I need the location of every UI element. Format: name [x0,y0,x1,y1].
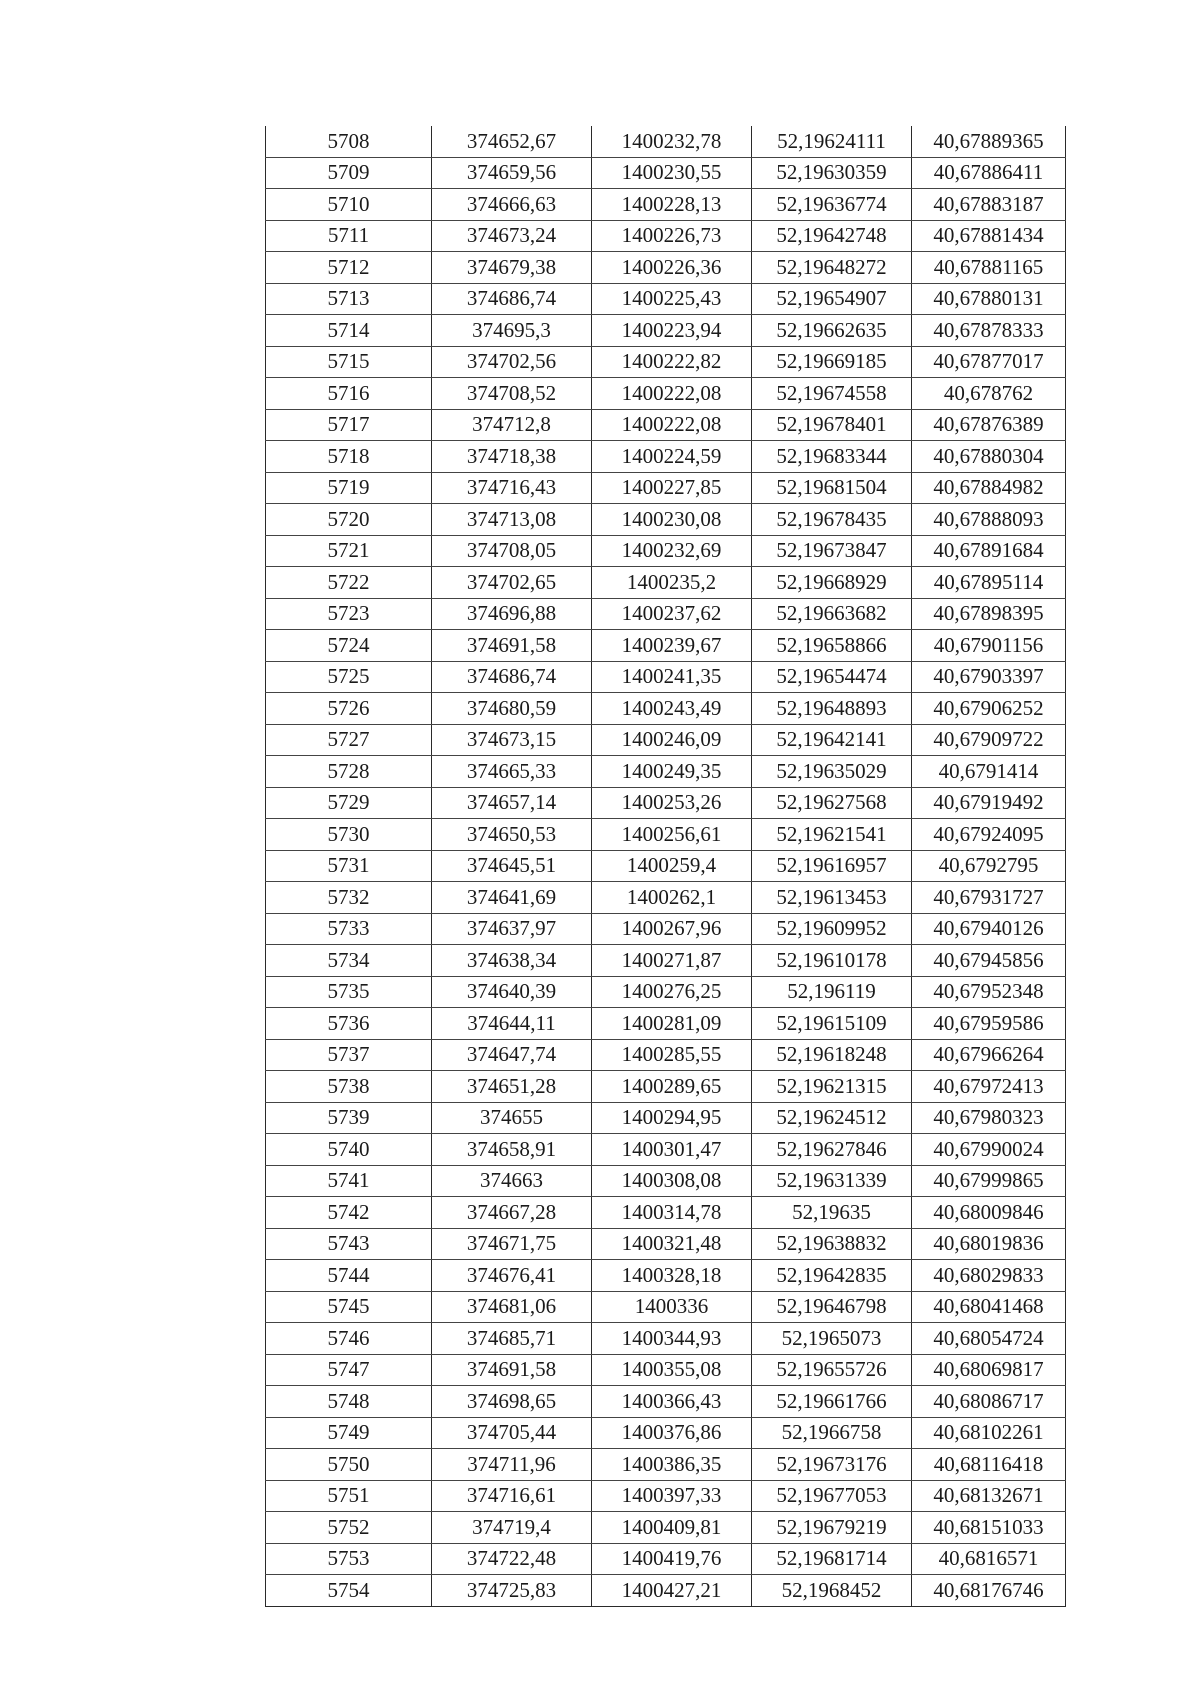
point-number-cell: 5727 [266,724,432,756]
point-number-cell: 5744 [266,1260,432,1292]
point-number-cell: 5742 [266,1197,432,1229]
x-coordinate-cell: 374666,63 [432,189,592,221]
y-coordinate-cell: 1400285,55 [592,1039,752,1071]
y-coordinate-cell: 1400336 [592,1291,752,1323]
latitude-cell: 52,19674558 [752,378,912,410]
table-row [266,378,1066,410]
y-coordinate-cell: 1400228,13 [592,189,752,221]
latitude-cell: 52,19609952 [752,913,912,945]
latitude-cell: 52,19683344 [752,441,912,473]
x-coordinate-cell: 374716,61 [432,1480,592,1512]
latitude-cell: 52,19624512 [752,1102,912,1134]
latitude-cell: 52,19658866 [752,630,912,662]
table-row [266,1386,1066,1418]
point-number-cell: 5725 [266,661,432,693]
y-coordinate-cell: 1400253,26 [592,787,752,819]
longitude-cell: 40,67906252 [912,693,1066,725]
x-coordinate-cell: 374663 [432,1165,592,1197]
table-row [266,252,1066,284]
y-coordinate-cell: 1400397,33 [592,1480,752,1512]
table-row [266,409,1066,441]
y-coordinate-cell: 1400243,49 [592,693,752,725]
y-coordinate-cell: 1400427,21 [592,1575,752,1607]
table-row [266,819,1066,851]
longitude-cell: 40,68041468 [912,1291,1066,1323]
latitude-cell: 52,19630359 [752,157,912,189]
point-number-cell: 5740 [266,1134,432,1166]
table-row [266,1260,1066,1292]
y-coordinate-cell: 1400276,25 [592,976,752,1008]
point-number-cell: 5745 [266,1291,432,1323]
point-number-cell: 5747 [266,1354,432,1386]
y-coordinate-cell: 1400267,96 [592,913,752,945]
x-coordinate-cell: 374686,74 [432,661,592,693]
table-row [266,472,1066,504]
y-coordinate-cell: 1400344,93 [592,1323,752,1355]
y-coordinate-cell: 1400226,36 [592,252,752,284]
longitude-cell: 40,68151033 [912,1512,1066,1544]
point-number-cell: 5732 [266,882,432,914]
y-coordinate-cell: 1400289,65 [592,1071,752,1103]
point-number-cell: 5721 [266,535,432,567]
y-coordinate-cell: 1400419,76 [592,1543,752,1575]
x-coordinate-cell: 374673,24 [432,220,592,252]
longitude-cell: 40,67883187 [912,189,1066,221]
table-row [266,504,1066,536]
latitude-cell: 52,19621541 [752,819,912,851]
point-number-cell: 5722 [266,567,432,599]
longitude-cell: 40,67876389 [912,409,1066,441]
y-coordinate-cell: 1400230,08 [592,504,752,536]
y-coordinate-cell: 1400314,78 [592,1197,752,1229]
longitude-cell: 40,68019836 [912,1228,1066,1260]
point-number-cell: 5752 [266,1512,432,1544]
latitude-cell: 52,19662635 [752,315,912,347]
latitude-cell: 52,19648272 [752,252,912,284]
longitude-cell: 40,67881165 [912,252,1066,284]
longitude-cell: 40,68029833 [912,1260,1066,1292]
longitude-cell: 40,68009846 [912,1197,1066,1229]
table-row [266,850,1066,882]
point-number-cell: 5737 [266,1039,432,1071]
longitude-cell: 40,67881434 [912,220,1066,252]
x-coordinate-cell: 374641,69 [432,882,592,914]
y-coordinate-cell: 1400224,59 [592,441,752,473]
point-number-cell: 5751 [266,1480,432,1512]
longitude-cell: 40,67898395 [912,598,1066,630]
y-coordinate-cell: 1400223,94 [592,315,752,347]
point-number-cell: 5750 [266,1449,432,1481]
x-coordinate-cell: 374722,48 [432,1543,592,1575]
latitude-cell: 52,19654474 [752,661,912,693]
y-coordinate-cell: 1400232,78 [592,126,752,157]
table-row [266,1449,1066,1481]
table-row [266,630,1066,662]
table-row [266,756,1066,788]
y-coordinate-cell: 1400227,85 [592,472,752,504]
table-row [266,1165,1066,1197]
x-coordinate-cell: 374708,52 [432,378,592,410]
y-coordinate-cell: 1400226,73 [592,220,752,252]
y-coordinate-cell: 1400328,18 [592,1260,752,1292]
point-number-cell: 5731 [266,850,432,882]
longitude-cell: 40,67886411 [912,157,1066,189]
latitude-cell: 52,19635 [752,1197,912,1229]
x-coordinate-cell: 374665,33 [432,756,592,788]
table-row [266,1354,1066,1386]
y-coordinate-cell: 1400241,35 [592,661,752,693]
y-coordinate-cell: 1400222,08 [592,378,752,410]
latitude-cell: 52,19668929 [752,567,912,599]
x-coordinate-cell: 374652,67 [432,126,592,157]
latitude-cell: 52,1966758 [752,1417,912,1449]
longitude-cell: 40,68086717 [912,1386,1066,1418]
x-coordinate-cell: 374671,75 [432,1228,592,1260]
longitude-cell: 40,67901156 [912,630,1066,662]
table-row [266,1323,1066,1355]
longitude-cell: 40,6791414 [912,756,1066,788]
x-coordinate-cell: 374673,15 [432,724,592,756]
longitude-cell: 40,678762 [912,378,1066,410]
x-coordinate-cell: 374659,56 [432,157,592,189]
longitude-cell: 40,67877017 [912,346,1066,378]
x-coordinate-cell: 374650,53 [432,819,592,851]
longitude-cell: 40,67889365 [912,126,1066,157]
table-row [266,283,1066,315]
table-row [266,913,1066,945]
latitude-cell: 52,19654907 [752,283,912,315]
latitude-cell: 52,19661766 [752,1386,912,1418]
point-number-cell: 5708 [266,126,432,157]
longitude-cell: 40,68176746 [912,1575,1066,1607]
point-number-cell: 5710 [266,189,432,221]
latitude-cell: 52,19677053 [752,1480,912,1512]
point-number-cell: 5723 [266,598,432,630]
table-row [266,441,1066,473]
x-coordinate-cell: 374686,74 [432,283,592,315]
point-number-cell: 5743 [266,1228,432,1260]
longitude-cell: 40,67878333 [912,315,1066,347]
y-coordinate-cell: 1400246,09 [592,724,752,756]
x-coordinate-cell: 374637,97 [432,913,592,945]
latitude-cell: 52,19615109 [752,1008,912,1040]
y-coordinate-cell: 1400237,62 [592,598,752,630]
longitude-cell: 40,6792795 [912,850,1066,882]
x-coordinate-cell: 374711,96 [432,1449,592,1481]
latitude-cell: 52,19631339 [752,1165,912,1197]
x-coordinate-cell: 374644,11 [432,1008,592,1040]
longitude-cell: 40,68132671 [912,1480,1066,1512]
y-coordinate-cell: 1400230,55 [592,157,752,189]
y-coordinate-cell: 1400232,69 [592,535,752,567]
x-coordinate-cell: 374658,91 [432,1134,592,1166]
table-row [266,693,1066,725]
y-coordinate-cell: 1400256,61 [592,819,752,851]
x-coordinate-cell: 374725,83 [432,1575,592,1607]
table-row [266,1134,1066,1166]
point-number-cell: 5749 [266,1417,432,1449]
table-row [266,1417,1066,1449]
latitude-cell: 52,1965073 [752,1323,912,1355]
y-coordinate-cell: 1400271,87 [592,945,752,977]
x-coordinate-cell: 374655 [432,1102,592,1134]
longitude-cell: 40,67909722 [912,724,1066,756]
x-coordinate-cell: 374695,3 [432,315,592,347]
longitude-cell: 40,67924095 [912,819,1066,851]
table-row [266,1543,1066,1575]
longitude-cell: 40,67880131 [912,283,1066,315]
table-row [266,1512,1066,1544]
x-coordinate-cell: 374657,14 [432,787,592,819]
latitude-cell: 52,1968452 [752,1575,912,1607]
table-row [266,567,1066,599]
point-number-cell: 5733 [266,913,432,945]
table-row [266,724,1066,756]
point-number-cell: 5719 [266,472,432,504]
point-number-cell: 5712 [266,252,432,284]
longitude-cell: 40,67999865 [912,1165,1066,1197]
latitude-cell: 52,19610178 [752,945,912,977]
latitude-cell: 52,19642141 [752,724,912,756]
x-coordinate-cell: 374713,08 [432,504,592,536]
table-row [266,1102,1066,1134]
table-row [266,1071,1066,1103]
point-number-cell: 5711 [266,220,432,252]
x-coordinate-cell: 374640,39 [432,976,592,1008]
y-coordinate-cell: 1400294,95 [592,1102,752,1134]
latitude-cell: 52,19679219 [752,1512,912,1544]
point-number-cell: 5717 [266,409,432,441]
y-coordinate-cell: 1400222,82 [592,346,752,378]
y-coordinate-cell: 1400308,08 [592,1165,752,1197]
point-number-cell: 5729 [266,787,432,819]
y-coordinate-cell: 1400249,35 [592,756,752,788]
x-coordinate-cell: 374702,56 [432,346,592,378]
x-coordinate-cell: 374685,71 [432,1323,592,1355]
longitude-cell: 40,67980323 [912,1102,1066,1134]
x-coordinate-cell: 374702,65 [432,567,592,599]
table-row [266,189,1066,221]
x-coordinate-cell: 374691,58 [432,630,592,662]
x-coordinate-cell: 374651,28 [432,1071,592,1103]
x-coordinate-cell: 374712,8 [432,409,592,441]
y-coordinate-cell: 1400366,43 [592,1386,752,1418]
table-row [266,1039,1066,1071]
table-row [266,1008,1066,1040]
longitude-cell: 40,67888093 [912,504,1066,536]
y-coordinate-cell: 1400321,48 [592,1228,752,1260]
y-coordinate-cell: 1400225,43 [592,283,752,315]
longitude-cell: 40,67919492 [912,787,1066,819]
table-row [266,315,1066,347]
longitude-cell: 40,67952348 [912,976,1066,1008]
y-coordinate-cell: 1400409,81 [592,1512,752,1544]
latitude-cell: 52,19678401 [752,409,912,441]
coordinates-table-body [266,126,1066,1606]
point-number-cell: 5753 [266,1543,432,1575]
latitude-cell: 52,19673176 [752,1449,912,1481]
x-coordinate-cell: 374667,28 [432,1197,592,1229]
table-row [266,787,1066,819]
latitude-cell: 52,19669185 [752,346,912,378]
table-row [266,598,1066,630]
point-number-cell: 5718 [266,441,432,473]
latitude-cell: 52,19678435 [752,504,912,536]
x-coordinate-cell: 374716,43 [432,472,592,504]
x-coordinate-cell: 374676,41 [432,1260,592,1292]
y-coordinate-cell: 1400376,86 [592,1417,752,1449]
table-row [266,220,1066,252]
latitude-cell: 52,19646798 [752,1291,912,1323]
latitude-cell: 52,19663682 [752,598,912,630]
latitude-cell: 52,196119 [752,976,912,1008]
point-number-cell: 5716 [266,378,432,410]
y-coordinate-cell: 1400355,08 [592,1354,752,1386]
latitude-cell: 52,19673847 [752,535,912,567]
latitude-cell: 52,19642748 [752,220,912,252]
latitude-cell: 52,19642835 [752,1260,912,1292]
latitude-cell: 52,19616957 [752,850,912,882]
table-row [266,126,1066,157]
x-coordinate-cell: 374705,44 [432,1417,592,1449]
y-coordinate-cell: 1400239,67 [592,630,752,662]
longitude-cell: 40,67990024 [912,1134,1066,1166]
latitude-cell: 52,19627846 [752,1134,912,1166]
latitude-cell: 52,19638832 [752,1228,912,1260]
point-number-cell: 5713 [266,283,432,315]
table-row [266,1291,1066,1323]
longitude-cell: 40,67931727 [912,882,1066,914]
longitude-cell: 40,67959586 [912,1008,1066,1040]
point-number-cell: 5736 [266,1008,432,1040]
longitude-cell: 40,67880304 [912,441,1066,473]
table-row [266,1197,1066,1229]
point-number-cell: 5728 [266,756,432,788]
latitude-cell: 52,19624111 [752,126,912,157]
latitude-cell: 52,19648893 [752,693,912,725]
x-coordinate-cell: 374647,74 [432,1039,592,1071]
x-coordinate-cell: 374718,38 [432,441,592,473]
point-number-cell: 5724 [266,630,432,662]
point-number-cell: 5726 [266,693,432,725]
point-number-cell: 5709 [266,157,432,189]
y-coordinate-cell: 1400301,47 [592,1134,752,1166]
point-number-cell: 5741 [266,1165,432,1197]
longitude-cell: 40,68069817 [912,1354,1066,1386]
x-coordinate-cell: 374638,34 [432,945,592,977]
table-row [266,535,1066,567]
point-number-cell: 5714 [266,315,432,347]
table-row [266,157,1066,189]
point-number-cell: 5739 [266,1102,432,1134]
longitude-cell: 40,6816571 [912,1543,1066,1575]
x-coordinate-cell: 374698,65 [432,1386,592,1418]
latitude-cell: 52,19621315 [752,1071,912,1103]
table-row [266,976,1066,1008]
point-number-cell: 5734 [266,945,432,977]
y-coordinate-cell: 1400262,1 [592,882,752,914]
x-coordinate-cell: 374680,59 [432,693,592,725]
x-coordinate-cell: 374708,05 [432,535,592,567]
point-number-cell: 5748 [266,1386,432,1418]
table-row [266,945,1066,977]
longitude-cell: 40,67884982 [912,472,1066,504]
x-coordinate-cell: 374691,58 [432,1354,592,1386]
longitude-cell: 40,67972413 [912,1071,1066,1103]
point-number-cell: 5754 [266,1575,432,1607]
point-number-cell: 5730 [266,819,432,851]
longitude-cell: 40,67903397 [912,661,1066,693]
x-coordinate-cell: 374681,06 [432,1291,592,1323]
table-row [266,1228,1066,1260]
table-row [266,1480,1066,1512]
table-row [266,1575,1066,1607]
point-number-cell: 5720 [266,504,432,536]
x-coordinate-cell: 374696,88 [432,598,592,630]
table-row [266,882,1066,914]
y-coordinate-cell: 1400386,35 [592,1449,752,1481]
latitude-cell: 52,19618248 [752,1039,912,1071]
table-row [266,661,1066,693]
point-number-cell: 5715 [266,346,432,378]
longitude-cell: 40,68054724 [912,1323,1066,1355]
latitude-cell: 52,19635029 [752,756,912,788]
longitude-cell: 40,67945856 [912,945,1066,977]
y-coordinate-cell: 1400259,4 [592,850,752,882]
y-coordinate-cell: 1400222,08 [592,409,752,441]
y-coordinate-cell: 1400281,09 [592,1008,752,1040]
x-coordinate-cell: 374645,51 [432,850,592,882]
longitude-cell: 40,67940126 [912,913,1066,945]
latitude-cell: 52,19627568 [752,787,912,819]
latitude-cell: 52,19681714 [752,1543,912,1575]
latitude-cell: 52,19655726 [752,1354,912,1386]
latitude-cell: 52,19636774 [752,189,912,221]
point-number-cell: 5738 [266,1071,432,1103]
y-coordinate-cell: 1400235,2 [592,567,752,599]
x-coordinate-cell: 374719,4 [432,1512,592,1544]
longitude-cell: 40,68102261 [912,1417,1066,1449]
longitude-cell: 40,67966264 [912,1039,1066,1071]
latitude-cell: 52,19681504 [752,472,912,504]
coordinates-table [265,126,1066,1607]
latitude-cell: 52,19613453 [752,882,912,914]
longitude-cell: 40,67895114 [912,567,1066,599]
x-coordinate-cell: 374679,38 [432,252,592,284]
point-number-cell: 5746 [266,1323,432,1355]
point-number-cell: 5735 [266,976,432,1008]
longitude-cell: 40,68116418 [912,1449,1066,1481]
table-row [266,346,1066,378]
longitude-cell: 40,67891684 [912,535,1066,567]
